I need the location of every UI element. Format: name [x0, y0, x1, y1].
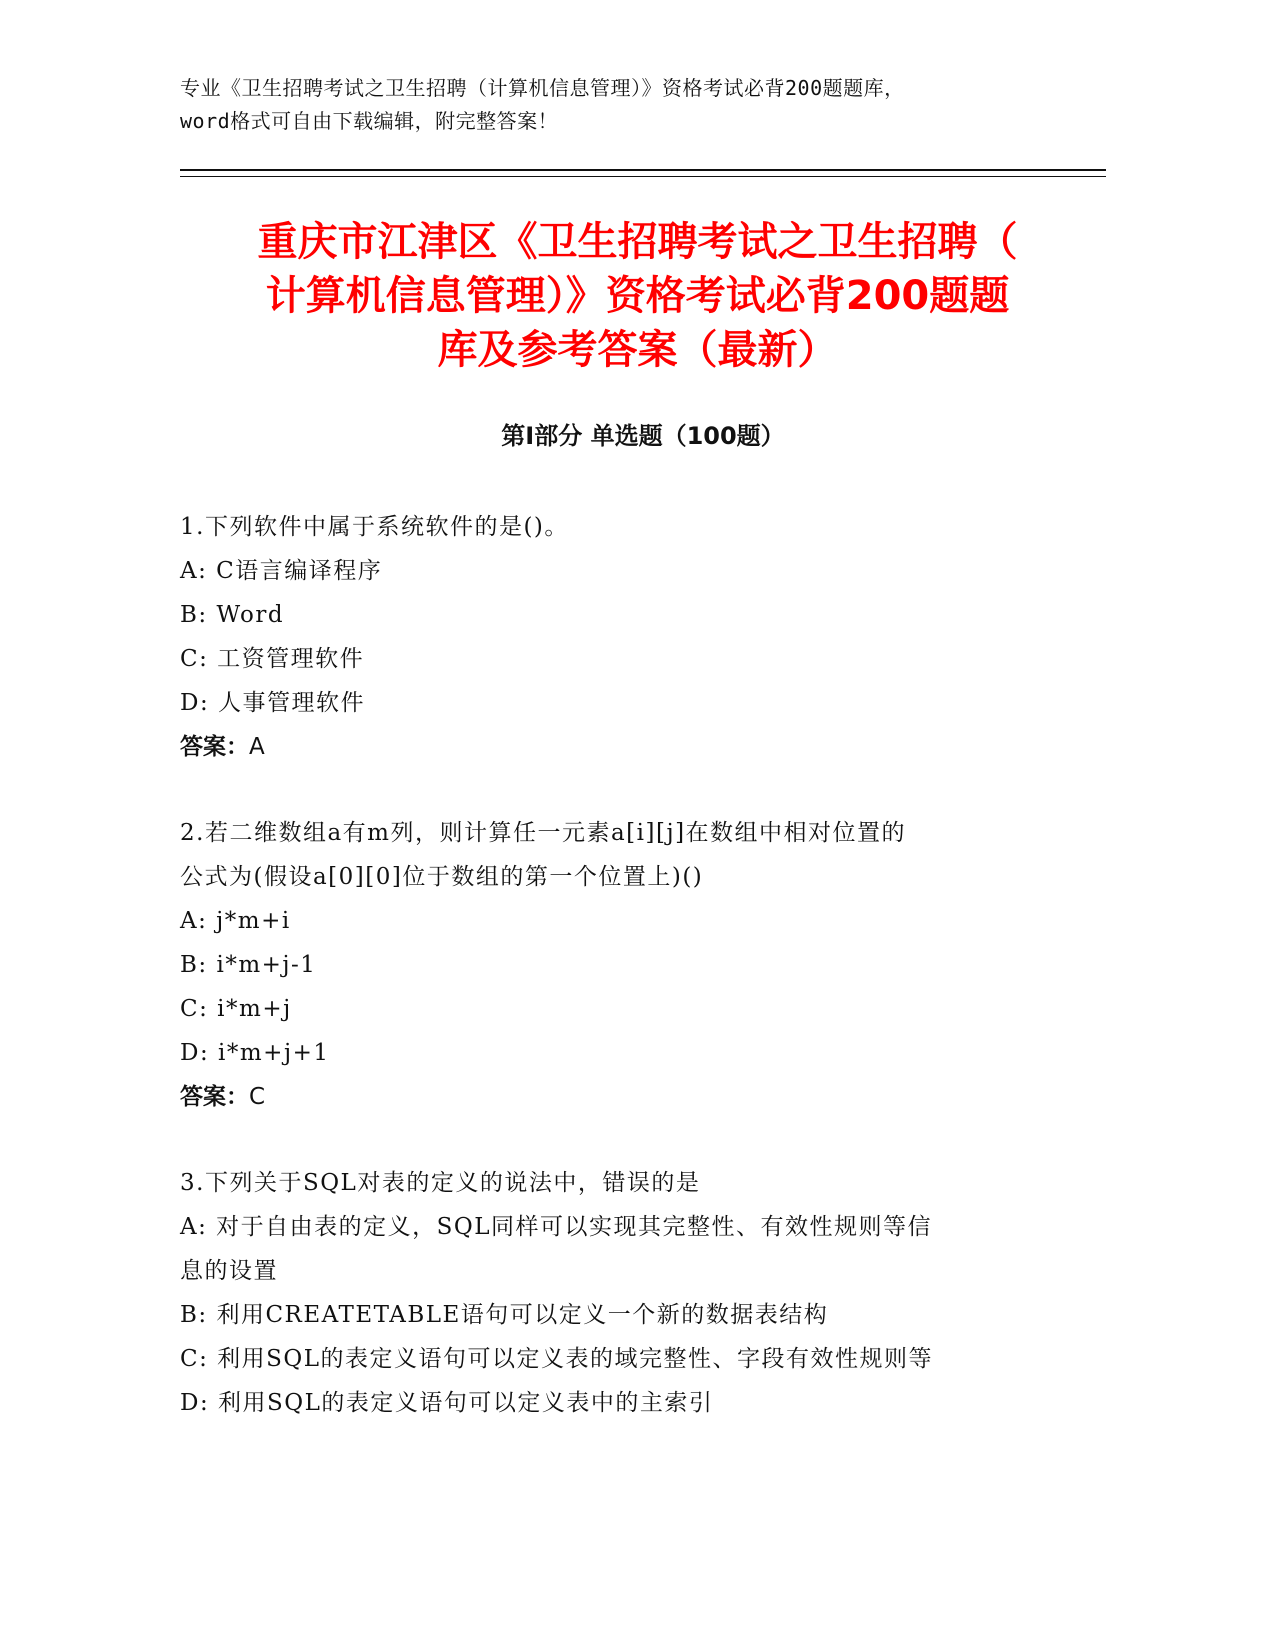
header-note — [180, 72, 1090, 138]
option-d: D: 利用SQL的表定义语句可以定义表中的主索引 — [180, 1390, 714, 1416]
option-b: B: Word — [180, 602, 285, 628]
question-2 — [180, 811, 1040, 1119]
option-b: B: 利用CREATETABLE语句可以定义一个新的数据表结构 — [180, 1302, 829, 1328]
option-c: C: i*m+j — [180, 996, 292, 1022]
section-title: 第Ⅰ部分 单选题（100题） — [501, 422, 785, 450]
header-rule-thick — [180, 169, 1106, 171]
answer — [180, 1075, 1040, 1119]
question-list — [180, 505, 1040, 1467]
question-stem: 3.下列关于SQL对表的定义的说法中，错误的是 — [180, 1170, 701, 1196]
option-b: B: i*m+j-1 — [180, 952, 317, 978]
document-title-line-3: 库及参考答案（最新） — [437, 327, 838, 373]
answer-value: A — [249, 734, 265, 760]
question-stem: 2.若二维数组a有m列，则计算任一元素a[i][j]在数组中相对位置的 — [180, 820, 907, 846]
answer-label: 答案： — [180, 1084, 249, 1110]
header-rule-thin — [180, 176, 1106, 177]
question-stem-continued: 公式为(假设a[0][0]位于数组的第一个位置上)() — [180, 864, 704, 890]
option-d: D: 人事管理软件 — [180, 690, 366, 716]
header-note-line-2: word格式可自由下载编辑，附完整答案！ — [180, 109, 559, 133]
document-title-line-1: 重庆市江津区《卫生招聘考试之卫生招聘（ — [257, 219, 1018, 265]
document-title-line-2: 计算机信息管理）》资格考试必背200题题 — [265, 273, 1010, 319]
answer-label: 答案： — [180, 734, 249, 760]
option-a-continued: 息的设置 — [180, 1258, 278, 1284]
option-c: C: 利用SQL的表定义语句可以定义表的域完整性、字段有效性规则等 — [180, 1346, 934, 1372]
answer — [180, 725, 1040, 769]
option-a: A: C语言编译程序 — [180, 558, 383, 584]
question-stem: 1.下列软件中属于系统软件的是()。 — [180, 514, 569, 540]
question-3 — [180, 1161, 1040, 1425]
option-a: A: j*m+i — [180, 908, 291, 934]
header-note-line-1: 专业《卫生招聘考试之卫生招聘（计算机信息管理）》资格考试必背200题题库， — [180, 76, 905, 100]
answer-value: C — [249, 1084, 266, 1110]
option-d: D: i*m+j+1 — [180, 1040, 330, 1066]
document-title — [170, 215, 1105, 377]
option-a: A: 对于自由表的定义，SQL同样可以实现其完整性、有效性规则等信 — [180, 1214, 933, 1240]
option-c: C: 工资管理软件 — [180, 646, 365, 672]
question-1 — [180, 505, 1040, 769]
